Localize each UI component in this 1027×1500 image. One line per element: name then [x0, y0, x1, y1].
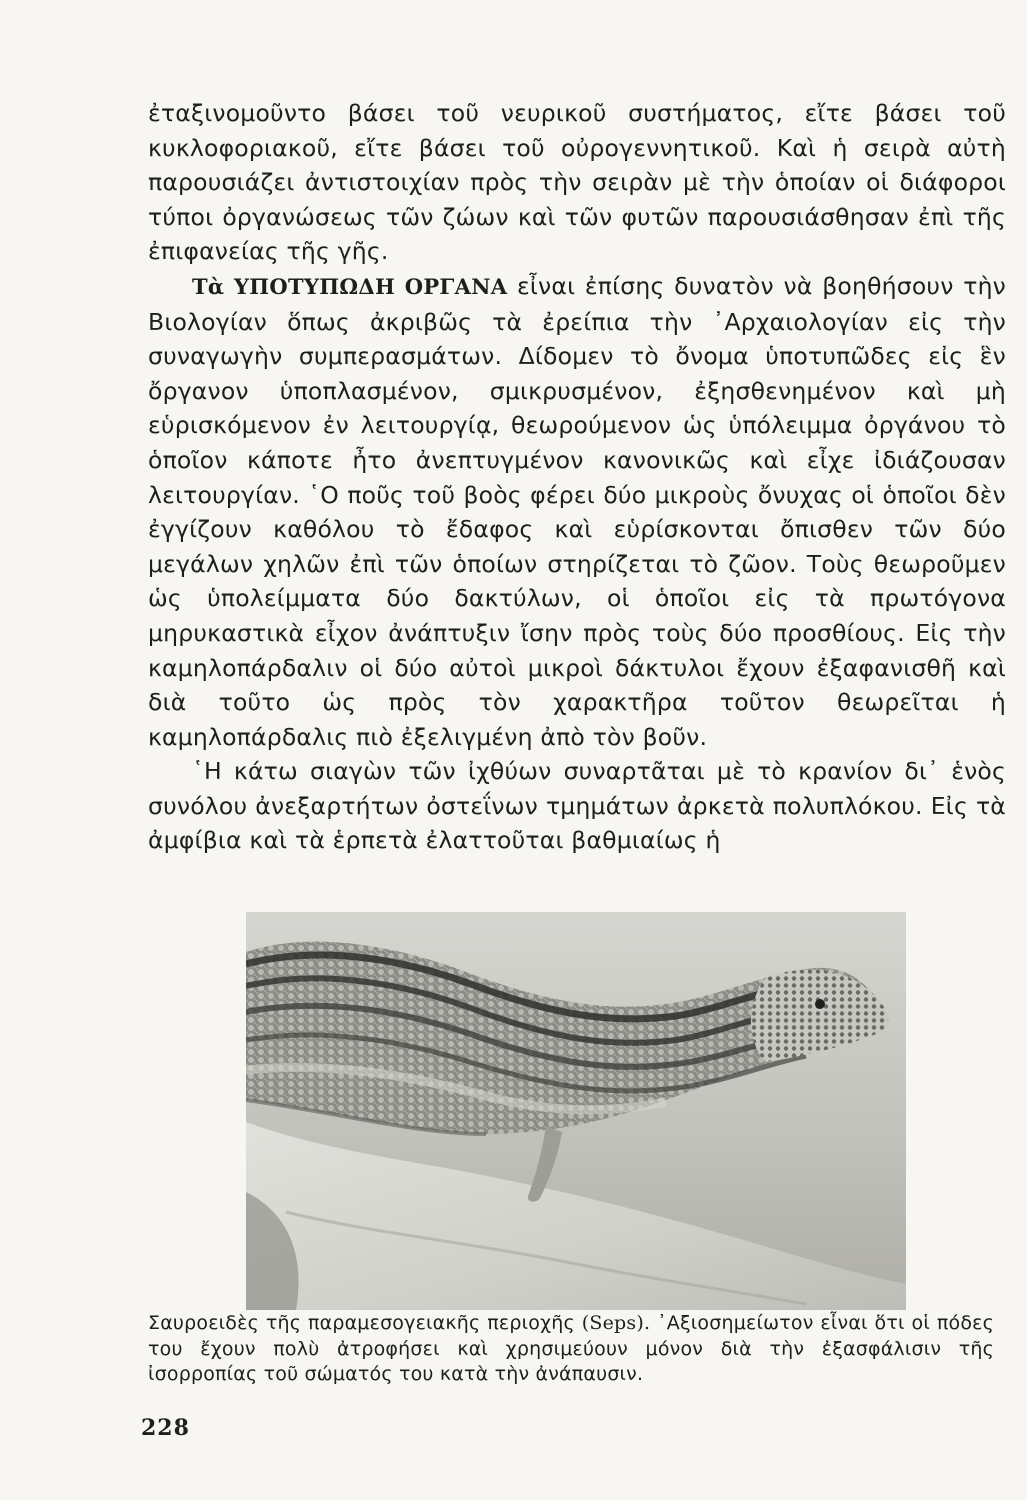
body-text [148, 96, 1006, 858]
paragraph-rudimentary-organs [148, 269, 1006, 754]
section-heading: Τὰ ΥΠΟΤΥΠΩΔΗ ΟΡΓΑΝΑ [192, 273, 508, 299]
page-number: 228 [141, 1415, 190, 1441]
paragraph-rudimentary-organs-text: εἶναι ἐπίσης δυνατὸν νὰ βοηθήσουν τὴν Βιολογίαν ὅπως ἀκριβῶς τὰ ἐρείπια τὴν ᾿Αρχαιολογίαν εἰς τὴν συναγωγὴν συμπερασμάτων. Δίδομεν τὸ ὄνομα ὑποτυπῶδες εἰς ἓν ὄργανον ὑποπλασμένον, σμικρυσμένον, ἐξησθενημένον καὶ μὴ εὑρισκόμενον ἐν λειτουργίᾳ, θεωρούμενον ὡς ὑπόλειμμα ὀργάνου τὸ ὁποῖον κάποτε ἦτο ἀνεπτυγμένον κανονικῶς καὶ εἶχε ἰδιάζουσαν λειτουργίαν. ῾Ο ποῦς τοῦ βοὸς φέρει δύο μικροὺς ὄνυχας οἱ ὁποῖοι δὲν ἐγγίζουν καθόλου τὸ ἔδαφος καὶ εὑρίσκονται ὄπισθεν τῶν δύο μεγάλων χηλῶν ἐπὶ τῶν ὁποίων στηρίζεται τὸ ζῶον. Τοὺς θεωροῦμεν ὡς ὑπολείμματα δύο δακτύλων, οἱ ὁποῖοι εἰς τὰ πρωτόγονα μηρυκαστικὰ εἶχον ἀνάπτυξιν ἴσην πρὸς τοὺς δύο προσθίους. Εἰς τὴν καμηλοπάρδαλιν οἱ δύο αὐτοὶ μικροὶ δάκτυλοι ἔχουν ἐξαφανισθῆ καὶ διὰ τοῦτο ὡς πρὸς τὸν χαρακτῆρα τοῦτον θεωρεῖται ἡ καμηλοπάρδαλις πιὸ ἐξελιγμένη ἀπὸ τὸν βοῦν. [148, 271, 1006, 751]
caption-after: ᾿Αξιοσημείωτον εἶναι ὅτι οἱ πόδες του ἔχουν πολὺ ἀτροφήσει καὶ χρησιμεύουν μόνον διὰ τὴν ἐξασφάλισιν τῆς ἰσορροπίας τοῦ σώματός του κατὰ τὴν ἀνάπαυσιν. [148, 1312, 994, 1385]
caption-text [148, 1311, 994, 1388]
caption-latin-name: (Seps). [581, 1312, 651, 1334]
paragraph-lower-jaw: ῾Η κάτω σιαγὼν τῶν ἰχθύων συναρτᾶται μὲ τὸ κρανίον δι᾿ ἑνὸς συνόλου ἀνεξαρτήτων ὀστεΐνων τμημάτων ἀρκετὰ πολυπλόκου. Εἰς τὰ ἀμφίβια καὶ τὰ ἑρπετὰ ἐλαττοῦται βαθμιαίως ἡ [148, 757, 1006, 855]
lizard-eye [815, 999, 825, 1009]
caption-before: Σαυροειδὲς τῆς παραμεσογειακῆς περιοχῆς [148, 1312, 582, 1334]
figure-caption [148, 1311, 994, 1388]
lizard-photo [246, 912, 906, 1310]
paragraph-continuation: ἐταξινομοῦντο βάσει τοῦ νευρικοῦ συστήματος, εἴτε βάσει τοῦ κυκλοφοριακοῦ, εἴτε βάσει τοῦ οὐρογεννητικοῦ. Καὶ ἡ σειρὰ αὐτὴ παρουσιάζει ἀντιστοιχίαν πρὸς τὴν σειρὰν μὲ τὴν ὁποίαν οἱ διάφοροι τύποι ὀργανώσεως τῶν ζώων καὶ τῶν φυτῶν παρουσιάσθησαν ἐπὶ τῆς ἐπιφανείας τῆς γῆς. [148, 99, 1006, 266]
